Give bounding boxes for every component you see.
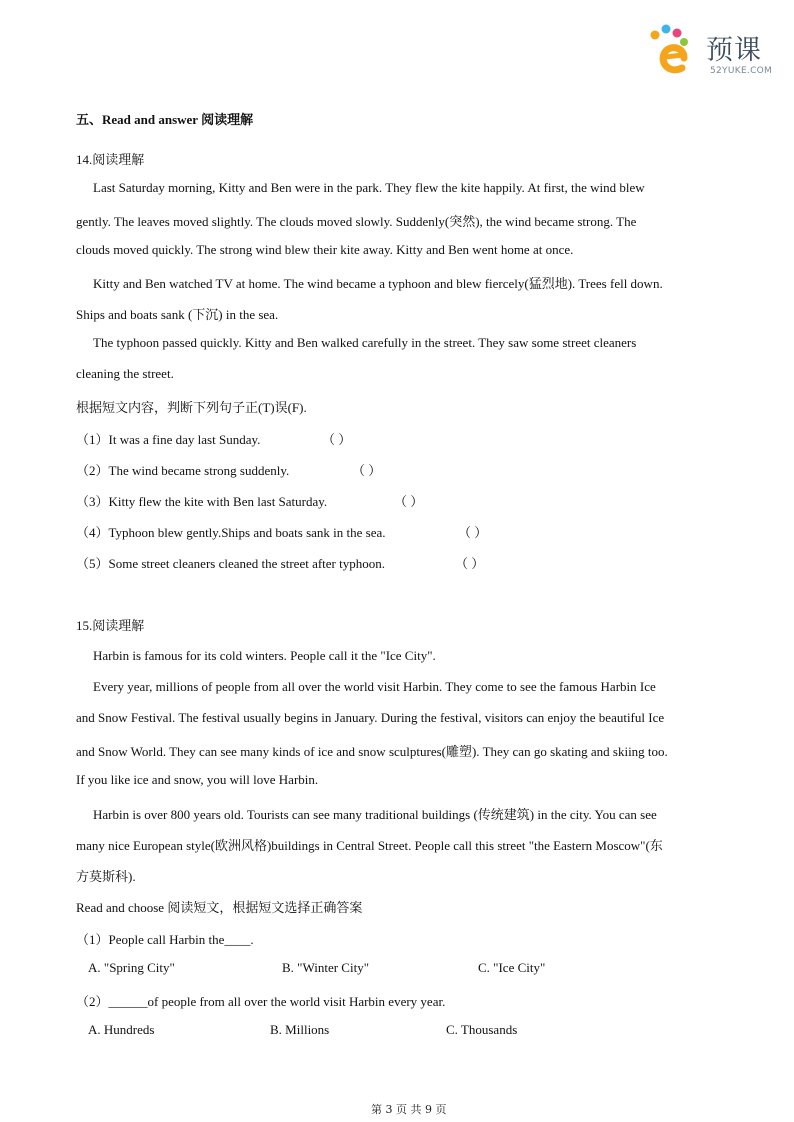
q15-q2-option-b[interactable]: B. Millions (270, 1022, 330, 1037)
q14-item-5: （5）Some street cleaners cleaned the street after typhoon. (76, 556, 385, 571)
q14-item-1: （1）It was a fine day last Sunday. (76, 432, 261, 447)
q14-item-2-blank[interactable]: （ ） (352, 463, 382, 478)
q15-line-2: Every year, millions of people from all over the world visit Harbin. They come to see the famous Harbin Ice (93, 679, 656, 694)
q14-line-2: gently. The leaves moved slightly. The clouds moved slowly. Suddenly(突然), the wind became strong. The (76, 214, 637, 229)
section-title: 五、Read and answer 阅读理解 (76, 112, 254, 127)
q14-line-7: cleaning the street. (76, 366, 174, 381)
q14-instruction: 根据短文内容，判断下列句子正(T)误(F). (76, 400, 307, 415)
q14-item-5-blank[interactable]: （ ） (455, 556, 485, 571)
logo (646, 24, 776, 80)
q15-line-8: 方莫斯科). (76, 869, 136, 884)
q14-item-1-blank[interactable]: （ ） (322, 432, 352, 447)
page-footer: 第 3 页 共 9 页 (371, 1103, 447, 1116)
q15-line-6: Harbin is over 800 years old. Tourists can see many traditional buildings (传统建筑) in the city. You can see (93, 807, 657, 822)
q15-line-5: If you like ice and snow, you will love Harbin. (76, 772, 319, 787)
q14-line-4: Kitty and Ben watched TV at home. The wind became a typhoon and blew fiercely(猛烈地). Trees fell down. (93, 276, 663, 291)
q14-line-5: Ships and boats sank (下沉) in the sea. (76, 307, 279, 322)
q14-item-4: （4）Typhoon blew gently.Ships and boats sank in the sea. (76, 525, 386, 540)
logo-mark-icon (646, 24, 706, 80)
q14-item-3-blank[interactable]: （ ） (394, 494, 424, 509)
logo-name: 预课 (706, 35, 762, 66)
q15-q2-option-a[interactable]: A. Hundreds (88, 1022, 155, 1037)
q15-q1-option-c[interactable]: C. "Ice City" (478, 960, 546, 975)
q15-line-7: many nice European style(欧洲风格)buildings in Central Street. People call this street "the Eastern Moscow"(东 (76, 838, 663, 853)
q15-question-2: （2）______of people from all over the world visit Harbin every year. (76, 994, 446, 1009)
q14-heading: 14.阅读理解 (76, 152, 145, 167)
q14-item-4-blank[interactable]: （ ） (458, 525, 488, 540)
q15-line-1: Harbin is famous for its cold winters. People call it the "Ice City". (93, 648, 436, 663)
q15-q1-option-a[interactable]: A. "Spring City" (88, 960, 175, 975)
logo-domain: 52YUKE.COM (710, 66, 773, 76)
q15-q2-option-c[interactable]: C. Thousands (446, 1022, 518, 1037)
q14-line-1: Last Saturday morning, Kitty and Ben were in the park. They flew the kite happily. At first, the wind blew (93, 180, 645, 195)
q15-question-1: （1）People call Harbin the____. (76, 932, 254, 947)
q15-line-3: and Snow Festival. The festival usually begins in January. During the festival, visitors can enjoy the beautiful Ice (76, 710, 665, 725)
q15-q1-option-b[interactable]: B. "Winter City" (282, 960, 370, 975)
q15-heading: 15.阅读理解 (76, 618, 145, 633)
q14-line-3: clouds moved quickly. The strong wind blew their kite away. Kitty and Ben went home at once. (76, 242, 574, 257)
q14-line-6: The typhoon passed quickly. Kitty and Ben walked carefully in the street. They saw some street cleaners (93, 335, 637, 350)
q15-line-4: and Snow World. They can see many kinds of ice and snow sculptures(雕塑). They can go skating and skiing too. (76, 744, 668, 759)
q15-instruction: Read and choose 阅读短文，根据短文选择正确答案 (76, 900, 363, 915)
q14-item-3: （3）Kitty flew the kite with Ben last Saturday. (76, 494, 328, 509)
q14-item-2: （2）The wind became strong suddenly. (76, 463, 290, 478)
